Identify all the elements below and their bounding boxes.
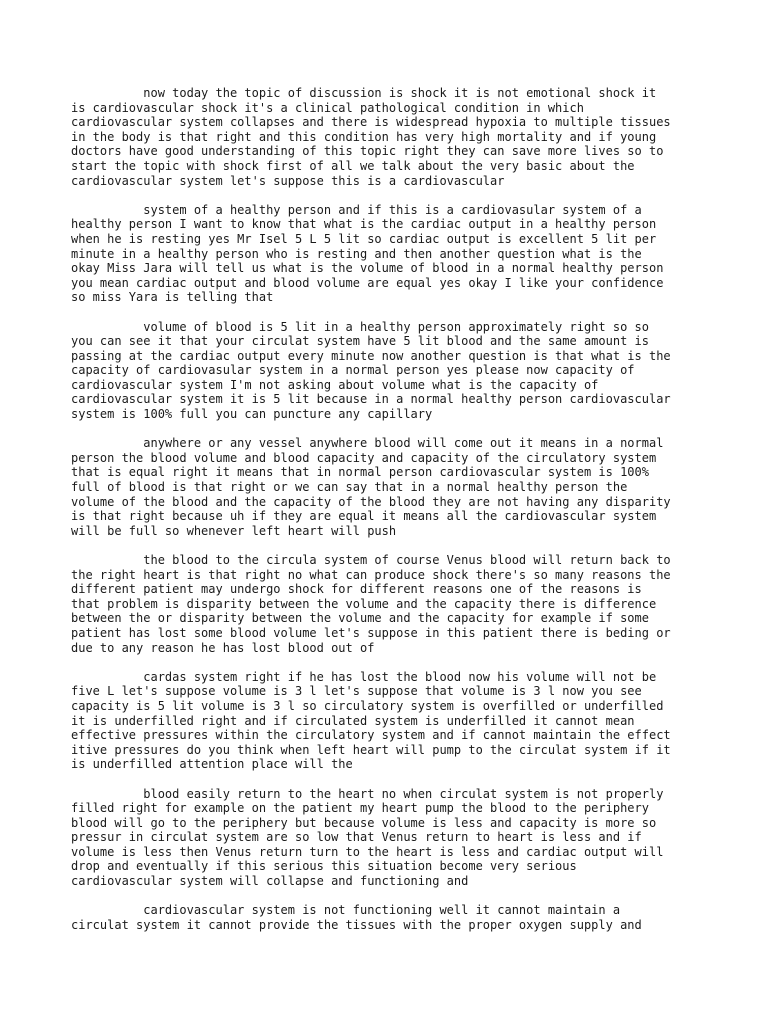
paragraph-4: anywhere or any vessel anywhere blood will come out it means in a normal person the blood volume and blood capacity and capacity of the circulatory system that is equal right it means that in normal person cardiovascular system is 100% full of blood is that right or we can say that in a normal healthy person the volume of the blood and the capacity of the blood they are not having any disparity is that right because uh if they are equal it means all the cardiovascular system will be full so whenever left heart will push [71,436,671,538]
paragraph-2: system of a healthy person and if this is a cardiovasular system of a healthy person I want to know that what is the cardiac output in a healthy person when he is resting yes Mr Isel 5 L 5 lit so cardiac output is excellent 5 lit per minute in a healthy person who is resting and then another question what is the okay Miss Jara will tell us what is the volume of blood in a normal healthy person you mean cardiac output and blood volume are equal yes okay I like your confidence so miss Yara is telling that [71,202,664,305]
paragraph-6: cardas system right if he has lost the blood now his volume will not be five L let's suppose volume is 3 l let's suppose that volume is 3 l now you see capacity is 5 lit volume is 3 l so circulatory system is overfilled or underfilled it is underfilled right and if circulated system is underfilled it cannot mean effective pressures within the circulatory system and if cannot maintain the effect itive pressures do you think when left heart will pump to the circulat system if it is underfilled attention place will the [71,669,671,772]
paragraph-3: volume of blood is 5 lit in a healthy person approximately right so so you can see it that your circulat system have 5 lit blood and the same amount is passing at the cardiac output every minute now another question is that what is the capacity of cardiovasular system in a normal person yes please now capacity of cardiovascular system I'm not asking about volume what is the capacity of cardiovascular system it is 5 lit because in a normal healthy person cardiovascular system is 100% full you can puncture any capillary [71,319,671,422]
paragraph-1: now today the topic of discussion is shock it is not emotional shock it is cardiovascular shock it's a clinical pathological condition in which cardiovascular system collapses and there is widespread hypoxia to multiple tissues in the body is that right and this condition has very high mortality and if young doctors have good understanding of this topic right they can save more lives so to start the topic with shock first of all we talk about the very basic about the cardiovascular system let's suppose this is a cardiovascular [71,86,671,188]
paragraph-7: blood easily return to the heart no when circulat system is not properly filled right for example on the patient my heart pump the blood to the periphery blood will go to the periphery but because volume is less and capacity is more so pressur in circulat system are so low that Venus return to heart is less and if volume is less then Venus return turn to the heart is less and cardiac output will drop and eventually if this serious this situation become very serious cardiovascular system will collapse and functioning and [71,786,664,889]
paragraph-5: the blood to the circula system of course Venus blood will return back to the right heart is that right no what can produce shock there's so many reasons the different patient may undergo shock for different reasons one of the reasons is that problem is disparity between the volume and the capacity there is difference between the or disparity between the volume and the capacity for example if some patient has lost some blood volume let's suppose in this patient there is beding or due to any reason he has lost blood out of [71,553,671,655]
paragraph-8: cardiovascular system is not functioning well it cannot maintain a circulat system it cannot provide the tissues with the proper oxygen supply and [71,903,642,932]
document-page [71,86,703,947]
